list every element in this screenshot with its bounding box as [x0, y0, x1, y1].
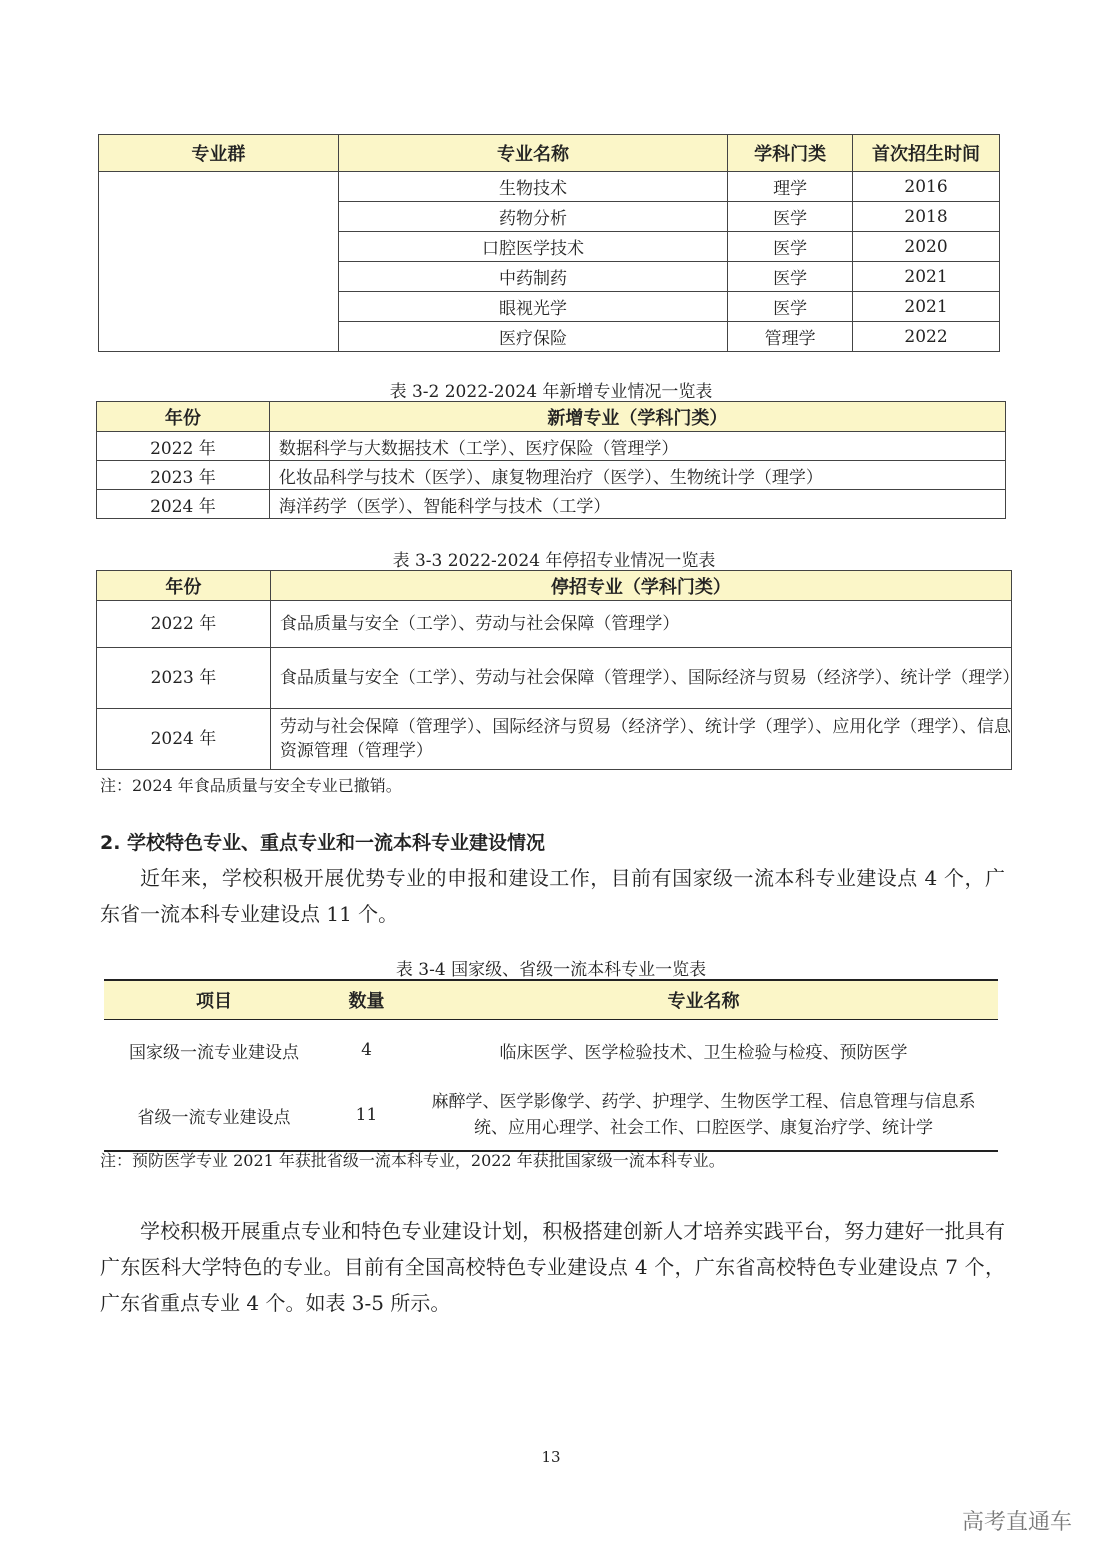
first-class-majors-table [104, 979, 998, 1152]
new-majors-table [96, 401, 1006, 519]
header-item: 项目 [104, 980, 324, 1020]
table-row: 国家级一流专业建设点 4 临床医学、医学检验技术、卫生检验与检疫、预防医学 [129, 1040, 908, 1063]
table-3-2-caption: 表 3-2 2022-2024 年新增专业情况一览表 [389, 382, 713, 402]
stopped-majors-table [96, 570, 1020, 770]
header-stopped-majors: 停招专业（学科门类） [270, 571, 1011, 601]
closing-paragraph: 学校积极开展重点专业和特色专业建设计划，积极搭建创新人才培养实践平台，努力建好一批具有广东医科大学特色的专业。目前有全国高校特色专业建设点 4 个，广东省高校特色专业建设点 7 个，广东省重点专业 4 个。如表 3-5 所示。 [100, 1219, 1005, 1315]
table-row: 2022 年 食品质量与安全（工学）、劳动与社会保障（管理学） [97, 601, 1012, 648]
table-3-4-note: 注：预防医学专业 2021 年获批省级一流本科专业，2022 年获批国家级一流本科专业。 [100, 1151, 725, 1170]
table-row: 口腔医学技术 医学 2020 [99, 232, 1000, 262]
watermark: 高考直通车 [961, 1510, 1072, 1535]
table-row: 药物分析 医学 2018 [99, 202, 1000, 232]
table-row: 2024 年 海洋药学（医学）、智能科学与技术（工学） [97, 490, 1006, 519]
major-group-cell [99, 172, 339, 352]
table-row: 2023 年 食品质量与安全（工学）、劳动与社会保障（管理学）、国际经济与贸易（经济学）、统计学（理学） [97, 648, 1012, 709]
table-3-4-caption: 表 3-4 国家级、省级一流本科专业一览表 [395, 960, 707, 980]
header-major-group: 专业群 [99, 135, 339, 172]
section-heading: 2. 学校特色专业、重点专业和一流本科专业建设情况 [100, 832, 546, 854]
header-major-name: 专业名称 [338, 135, 728, 172]
header-major-names: 专业名称 [409, 980, 998, 1020]
page-number: 13 [541, 1448, 561, 1466]
header-year: 年份 [97, 571, 271, 601]
header-first-year: 首次招生时间 [853, 135, 1000, 172]
header-count: 数量 [324, 980, 409, 1020]
header-new-majors: 新增专业（学科门类） [269, 402, 1005, 432]
header-year: 年份 [97, 402, 270, 432]
table-row: 中药制药 医学 2021 [99, 262, 1000, 292]
table-row: 2024 年 劳动与社会保障（管理学）、国际经济与贸易（经济学）、统计学（理学）、应用化学（理学）、信息资源管理（管理学） [97, 709, 1012, 770]
table-row: 眼视光学 医学 2021 [99, 292, 1000, 322]
majors-by-group-table [98, 134, 1000, 352]
table-row: 生物技术 理学 2016 [99, 172, 1000, 202]
table-row: 省级一流专业建设点 11 麻醉学、医学影像学、药学、护理学、生物医学工程、信息管理与信息系统、应用心理学、社会工作、口腔医学、康复治疗学、统计学 [137, 1092, 976, 1138]
section-paragraph: 近年来，学校积极开展优势专业的申报和建设工作，目前有国家级一流本科专业建设点 4 个，广东省一流本科专业建设点 11 个。 [100, 866, 1005, 926]
table-3-3-note: 注：2024 年食品质量与安全专业已撤销。 [100, 776, 402, 795]
header-category: 学科门类 [728, 135, 853, 172]
table-row: 医疗保险 管理学 2022 [99, 322, 1000, 352]
table-row: 2022 年 数据科学与大数据技术（工学）、医疗保险（管理学） [97, 432, 1006, 461]
table-row: 2023 年 化妆品科学与技术（医学）、康复物理治疗（医学）、生物统计学（理学） [97, 461, 1006, 490]
table-3-3-caption: 表 3-3 2022-2024 年停招专业情况一览表 [392, 551, 716, 571]
